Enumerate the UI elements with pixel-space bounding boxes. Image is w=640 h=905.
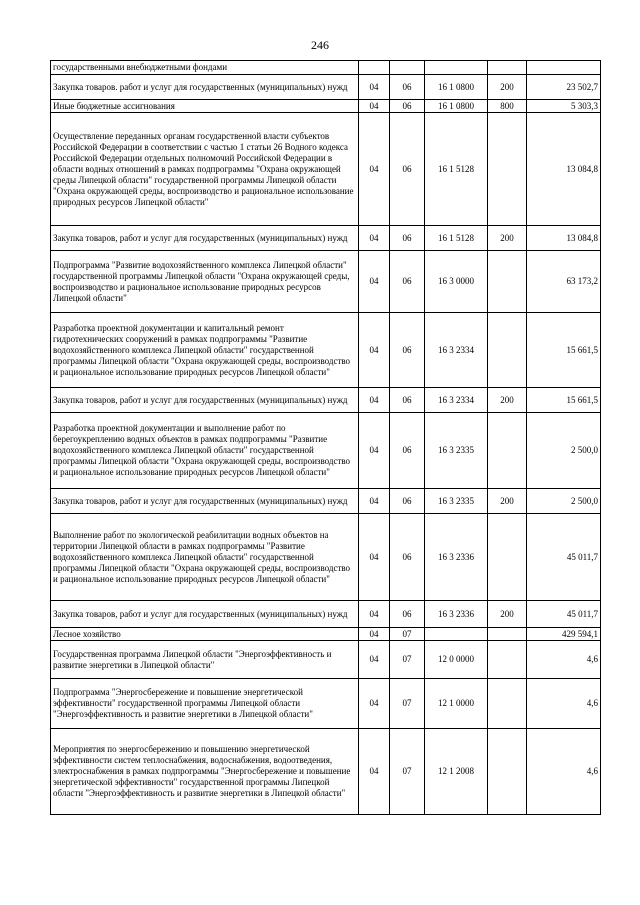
table-row	[51, 641, 601, 679]
row-subsection: 06	[390, 226, 425, 251]
row-amount: 13 084,8	[527, 226, 601, 251]
row-subsection: 06	[390, 489, 425, 514]
row-name: Лесное хозяйство	[51, 628, 359, 641]
row-expense-type	[488, 61, 527, 75]
row-amount: 15 661,5	[527, 313, 601, 388]
row-target-article: 16 1 5128	[425, 113, 488, 226]
row-expense-type	[488, 413, 527, 489]
row-target-article: 12 1 0000	[425, 679, 488, 729]
row-name: Разработка проектной документации и выполнение работ по берегоукреплению водных объектов в рамках подпрограммы "Развитие водохозяйственного комплекса Липецкой области" государственной программы Липецкой области "Охрана окружающей среды, воспроизводство и рациональное использование природных ресурсов Липецкой области"	[51, 413, 359, 489]
row-expense-type	[488, 514, 527, 601]
row-name: Мероприятия по энергосбережению и повышению энергетической эффективности систем теплоснабжения, водоснабжения, водоотведения, электроснабжения в рамках подпрограммы "Энергосбережение и повышение энергетической эффективности" государственной программы Липецкой области "Энергоэффективность и развитие энергетики в Липецкой области"	[51, 729, 359, 815]
row-amount: 15 661,5	[527, 388, 601, 413]
row-target-article	[425, 628, 488, 641]
row-name: Разработка проектной документации и капитальный ремонт гидротехнических сооружений в рамках подпрограммы "Развитие водохозяйственного комплекса Липецкой области" государственной программы Липецкой области "Охрана окружающей среды, воспроизводство и рациональное использование природных ресурсов Липецкой области"	[51, 313, 359, 388]
row-expense-type: 200	[488, 601, 527, 628]
row-section	[359, 61, 390, 75]
row-target-article: 16 1 0800	[425, 75, 488, 100]
row-amount: 429 594,1	[527, 628, 601, 641]
row-target-article: 12 0 0000	[425, 641, 488, 679]
row-subsection: 06	[390, 313, 425, 388]
row-expense-type	[488, 729, 527, 815]
table-row	[51, 628, 601, 641]
row-section: 04	[359, 388, 390, 413]
budget-table-body	[51, 61, 601, 815]
row-section: 04	[359, 514, 390, 601]
row-name: Закупка товаров, работ и услуг для государственных (муниципальных) нужд	[51, 226, 359, 251]
row-section: 04	[359, 75, 390, 100]
row-subsection: 06	[390, 100, 425, 113]
row-expense-type	[488, 641, 527, 679]
page-number: 246	[311, 38, 329, 52]
row-subsection: 06	[390, 601, 425, 628]
row-expense-type	[488, 113, 527, 226]
table-row	[51, 251, 601, 313]
row-target-article: 16 1 0800	[425, 100, 488, 113]
row-name: Подпрограмма "Энергосбережение и повышение энергетической эффективности" государственной программы Липецкой области "Энергоэффективность и развитие энергетики в Липецкой области"	[51, 679, 359, 729]
row-expense-type: 200	[488, 489, 527, 514]
table-row	[51, 61, 601, 75]
row-section: 04	[359, 489, 390, 514]
row-name: Закупка товаров, работ и услуг для государственных (муниципальных) нужд	[51, 489, 359, 514]
row-expense-type: 200	[488, 75, 527, 100]
row-name: Закупка товаров. работ и услуг для государственных (муниципальных) нужд	[51, 75, 359, 100]
row-section: 04	[359, 601, 390, 628]
row-name: Выполнение работ по экологической реабилитации водных объектов на территории Липецкой области в рамках подпрограммы "Развитие водохозяйственного комплекса Липецкой области" государственной программы Липецкой области "Охрана окружающей среды, воспроизводство и рациональное использование природных ресурсов Липецкой области"	[51, 514, 359, 601]
row-amount	[527, 61, 601, 75]
row-name: Государственная программа Липецкой области "Энергоэффективность и развитие энергетики в Липецкой области"	[51, 641, 359, 679]
row-expense-type: 800	[488, 100, 527, 113]
row-target-article: 16 3 0000	[425, 251, 488, 313]
row-name: государственными внебюджетными фондами	[51, 61, 359, 75]
table-row	[51, 679, 601, 729]
row-target-article: 16 3 2334	[425, 388, 488, 413]
row-amount: 2 500,0	[527, 489, 601, 514]
row-target-article: 16 3 2336	[425, 601, 488, 628]
row-target-article: 16 3 2335	[425, 489, 488, 514]
table-row	[51, 514, 601, 601]
row-name: Иные бюджетные ассигнования	[51, 100, 359, 113]
row-subsection: 07	[390, 641, 425, 679]
row-amount: 45 011,7	[527, 601, 601, 628]
row-name: Осуществление переданных органам государственной власти субъектов Российской Федерации в соответствии с частью 1 статьи 26 Водного кодекса Российской Федерации отдельных полномочий Российской Федерации в области водных отношений в рамках подпрограммы "Охрана окружающей среды Липецкой области" государственной программы Липецкой области "Охрана окружающей среды, воспроизводство и рациональное использование природных ресурсов Липецкой области"	[51, 113, 359, 226]
row-amount: 5 303,3	[527, 100, 601, 113]
row-amount: 4,6	[527, 679, 601, 729]
table-row	[51, 388, 601, 413]
row-amount: 4,6	[527, 729, 601, 815]
row-expense-type: 200	[488, 226, 527, 251]
row-expense-type	[488, 313, 527, 388]
table-row	[51, 100, 601, 113]
row-section: 04	[359, 251, 390, 313]
table-row	[51, 75, 601, 100]
row-amount: 45 011,7	[527, 514, 601, 601]
row-subsection: 06	[390, 514, 425, 601]
row-expense-type	[488, 628, 527, 641]
row-target-article: 16 3 2335	[425, 413, 488, 489]
row-expense-type	[488, 251, 527, 313]
row-name: Закупка товаров, работ и услуг для государственных (муниципальных) нужд	[51, 388, 359, 413]
row-section: 04	[359, 641, 390, 679]
table-row	[51, 489, 601, 514]
row-section: 04	[359, 628, 390, 641]
row-section: 04	[359, 679, 390, 729]
row-subsection: 07	[390, 628, 425, 641]
row-subsection: 06	[390, 75, 425, 100]
row-expense-type	[488, 679, 527, 729]
row-subsection: 06	[390, 388, 425, 413]
row-amount: 63 173,2	[527, 251, 601, 313]
row-target-article: 16 3 2336	[425, 514, 488, 601]
row-amount: 4,6	[527, 641, 601, 679]
row-section: 04	[359, 113, 390, 226]
table-row	[51, 113, 601, 226]
table-row	[51, 729, 601, 815]
row-subsection: 06	[390, 251, 425, 313]
row-name: Подпрограмма "Развитие водохозяйственного комплекса Липецкой области" государственной программы Липецкой области "Охрана окружающей среды, воспроизводство и рациональное использование природных ресурсов Липецкой области"	[51, 251, 359, 313]
row-amount: 23 502,7	[527, 75, 601, 100]
row-subsection: 06	[390, 113, 425, 226]
row-amount: 2 500,0	[527, 413, 601, 489]
table-row	[51, 313, 601, 388]
row-section: 04	[359, 226, 390, 251]
row-section: 04	[359, 413, 390, 489]
row-subsection: 06	[390, 413, 425, 489]
row-amount: 13 084,8	[527, 113, 601, 226]
row-target-article: 16 1 5128	[425, 226, 488, 251]
row-subsection: 07	[390, 729, 425, 815]
row-name: Закупка товаров, работ и услуг для государственных (муниципальных) нужд	[51, 601, 359, 628]
table-row	[51, 413, 601, 489]
row-target-article: 16 3 2334	[425, 313, 488, 388]
row-expense-type: 200	[488, 388, 527, 413]
table-row	[51, 226, 601, 251]
row-subsection: 07	[390, 679, 425, 729]
table-row	[51, 601, 601, 628]
row-subsection	[390, 61, 425, 75]
budget-table	[50, 60, 601, 815]
row-section: 04	[359, 313, 390, 388]
row-section: 04	[359, 100, 390, 113]
row-target-article: 12 1 2008	[425, 729, 488, 815]
row-target-article	[425, 61, 488, 75]
row-section: 04	[359, 729, 390, 815]
